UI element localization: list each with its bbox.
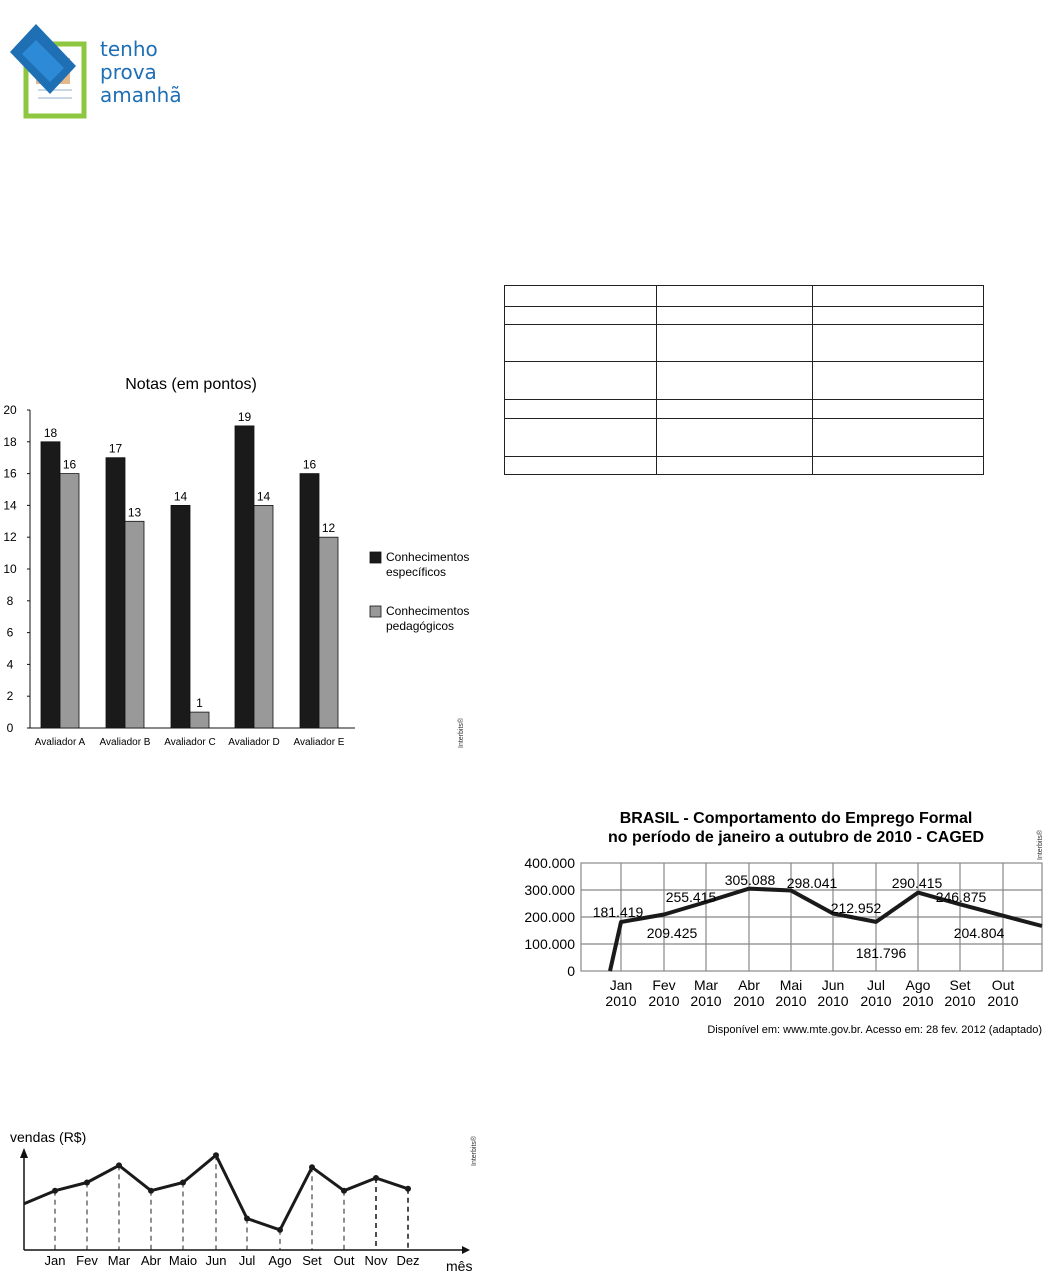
- y-tick-label: 18: [3, 434, 17, 449]
- y-tick-label: 20: [3, 403, 17, 417]
- bar-value-label: 16: [302, 457, 317, 472]
- bar: [41, 442, 60, 728]
- data-value-label: 305.088: [724, 872, 776, 888]
- data-point: [180, 1180, 186, 1186]
- legend-label: Conhecimentos: [386, 550, 470, 564]
- table-cell: [656, 307, 813, 325]
- x-month-label: Ago: [268, 1253, 292, 1268]
- y-tick-label: 16: [3, 466, 17, 481]
- caged-source: Disponível em: www.mte.gov.br. Acesso em: 28 fev. 2012 (adaptado): [707, 1024, 1042, 1036]
- x-month-label: Dez: [396, 1253, 420, 1268]
- x-category-label: Avaliador B: [99, 737, 151, 748]
- x-category-label: Avaliador D: [228, 737, 280, 748]
- table-cell: [656, 325, 813, 362]
- data-point: [213, 1152, 219, 1158]
- x-year-label: 2010: [817, 993, 849, 1009]
- data-point: [309, 1164, 315, 1170]
- x-month-label: Mar: [693, 977, 719, 993]
- table-cell: [505, 286, 657, 307]
- x-month-label: Jan: [44, 1253, 66, 1268]
- table-cell: [656, 362, 813, 400]
- bar-value-label: 14: [256, 489, 271, 504]
- logo-line: prova: [100, 60, 157, 84]
- table-cell: [656, 457, 813, 475]
- bar-value-label: 14: [173, 489, 188, 504]
- y-tick-label: 100.000: [524, 936, 575, 952]
- legend-label: Conhecimentos: [386, 604, 470, 618]
- bar: [235, 426, 254, 728]
- table-row: [505, 307, 984, 325]
- x-month-label: Mar: [107, 1253, 131, 1268]
- table-cell: [656, 419, 813, 457]
- logo-mark-icon: [6, 22, 101, 122]
- y-tick-label: 8: [6, 593, 14, 608]
- data-point: [148, 1188, 154, 1194]
- legend-label: pedagógicos: [386, 619, 455, 633]
- sales-y-label: vendas (R$): [10, 1129, 87, 1145]
- x-month-label: Abr: [140, 1253, 162, 1268]
- x-year-label: 2010: [987, 993, 1019, 1009]
- data-point: [52, 1188, 58, 1194]
- data-value-label: 204.804: [953, 925, 1005, 941]
- y-tick-label: 14: [3, 498, 17, 513]
- bar: [106, 458, 125, 728]
- table-cell: [813, 325, 984, 362]
- x-month-label: Set: [302, 1253, 322, 1268]
- x-year-label: 2010: [902, 993, 934, 1009]
- data-point: [405, 1186, 411, 1192]
- bar-chart-credit: Interbits®: [458, 717, 465, 748]
- bar: [190, 712, 209, 728]
- table-row: [505, 457, 984, 475]
- line-chart-emprego-formal: [514, 800, 1049, 1045]
- x-year-label: 2010: [733, 993, 765, 1009]
- table-row: [505, 400, 984, 419]
- caged-title-line: BRASIL - Comportamento do Emprego Formal: [619, 810, 973, 827]
- data-value-label: 181.796: [855, 945, 907, 961]
- x-month-label: Fev: [652, 977, 676, 993]
- table-row: [505, 362, 984, 400]
- table-row: [505, 325, 984, 362]
- x-month-label: Out: [333, 1253, 355, 1268]
- x-year-label: 2010: [775, 993, 807, 1009]
- data-value-label: 255.415: [665, 889, 717, 905]
- y-tick-label: 4: [6, 657, 14, 672]
- x-month-label: Jan: [609, 977, 633, 993]
- legend-swatch: [370, 552, 381, 563]
- table-row: [505, 286, 984, 307]
- y-tick-label: 0: [567, 963, 575, 979]
- x-month-label: Set: [949, 977, 971, 993]
- table-cell: [813, 457, 984, 475]
- bar-value-label: 16: [62, 457, 77, 472]
- data-point: [373, 1175, 379, 1181]
- bar-value-label: 17: [108, 441, 123, 456]
- data-point: [341, 1188, 347, 1194]
- x-year-label: 2010: [648, 993, 680, 1009]
- x-year-label: 2010: [690, 993, 722, 1009]
- table-cell: [505, 307, 657, 325]
- y-tick-label: 6: [6, 625, 14, 640]
- x-category-label: Avaliador E: [293, 737, 345, 748]
- data-value-label: 212.952: [830, 900, 882, 916]
- line-chart-vendas: [0, 1120, 490, 1276]
- x-month-label: Maio: [168, 1253, 198, 1268]
- x-category-label: Avaliador C: [164, 737, 216, 748]
- bar-value-label: 19: [237, 409, 252, 424]
- bar-value-label: 1: [196, 696, 203, 711]
- data-value-label: 209.425: [646, 925, 698, 941]
- bar-value-label: 12: [321, 521, 336, 536]
- bar-value-label: 13: [127, 505, 142, 520]
- x-month-label: Jun: [205, 1253, 227, 1268]
- data-point: [244, 1216, 250, 1222]
- data-point: [84, 1180, 90, 1186]
- table-cell: [505, 419, 657, 457]
- table-cell: [505, 362, 657, 400]
- caged-title-line: no período de janeiro a outubro de 2010 - CAGED: [607, 829, 985, 846]
- y-tick-label: 400.000: [524, 855, 575, 871]
- data-value-label: 246.875: [935, 889, 987, 905]
- y-tick-label: 2: [6, 689, 14, 704]
- table-cell: [505, 400, 657, 419]
- sales-credit: Interbits®: [471, 1135, 478, 1166]
- data-point: [277, 1227, 283, 1233]
- x-month-label: Jul: [238, 1253, 256, 1268]
- blank-table: [504, 285, 984, 475]
- x-month-label: Abr: [738, 977, 760, 993]
- y-axis-arrow-icon: [20, 1148, 28, 1158]
- legend-swatch: [370, 606, 381, 617]
- x-month-label: Jun: [821, 977, 845, 993]
- y-tick-label: 0: [6, 721, 14, 735]
- table-cell: [813, 307, 984, 325]
- x-year-label: 2010: [944, 993, 976, 1009]
- bar-chart-title: Notas (em pontos): [125, 376, 257, 393]
- data-value-label: 181.419: [592, 904, 644, 920]
- table-cell: [813, 362, 984, 400]
- y-tick-label: 12: [3, 530, 17, 545]
- x-axis-arrow-icon: [462, 1246, 470, 1254]
- bar-chart-notas: [0, 370, 480, 760]
- tenho-prova-amanha-logo: [6, 22, 196, 122]
- x-month-label: Out: [991, 977, 1015, 993]
- bar: [125, 521, 144, 728]
- x-month-label: Mai: [779, 977, 803, 993]
- y-tick-label: 300.000: [524, 882, 575, 898]
- bar-value-label: 18: [43, 425, 58, 440]
- x-month-label: Ago: [905, 977, 931, 993]
- bar: [171, 505, 190, 728]
- y-tick-label: 200.000: [524, 909, 575, 925]
- data-value-label: 298.041: [786, 875, 838, 891]
- table-cell: [505, 457, 657, 475]
- table-body: [505, 286, 984, 475]
- data-point: [116, 1162, 122, 1168]
- logo-text: [100, 38, 182, 107]
- bar: [319, 537, 338, 728]
- bar: [300, 474, 319, 728]
- legend-label: específicos: [386, 565, 447, 579]
- table-cell: [505, 325, 657, 362]
- x-year-label: 2010: [860, 993, 892, 1009]
- data-value-label: 290.415: [891, 875, 943, 891]
- y-tick-label: 10: [3, 562, 17, 576]
- table-cell: [656, 286, 813, 307]
- bar: [60, 474, 79, 728]
- sales-x-label: mês: [446, 1258, 473, 1274]
- table-cell: [813, 419, 984, 457]
- table-row: [505, 419, 984, 457]
- x-month-label: Jul: [867, 977, 885, 993]
- table-cell: [813, 286, 984, 307]
- bar: [254, 505, 273, 728]
- x-year-label: 2010: [605, 993, 637, 1009]
- caged-credit: Interbits®: [1037, 829, 1044, 860]
- x-month-label: Fev: [76, 1253, 98, 1268]
- logo-line: amanhã: [100, 83, 182, 107]
- table-cell: [813, 400, 984, 419]
- x-category-label: Avaliador A: [34, 737, 86, 748]
- x-month-label: Nov: [364, 1253, 388, 1268]
- table-cell: [656, 400, 813, 419]
- logo-line: tenho: [100, 37, 158, 61]
